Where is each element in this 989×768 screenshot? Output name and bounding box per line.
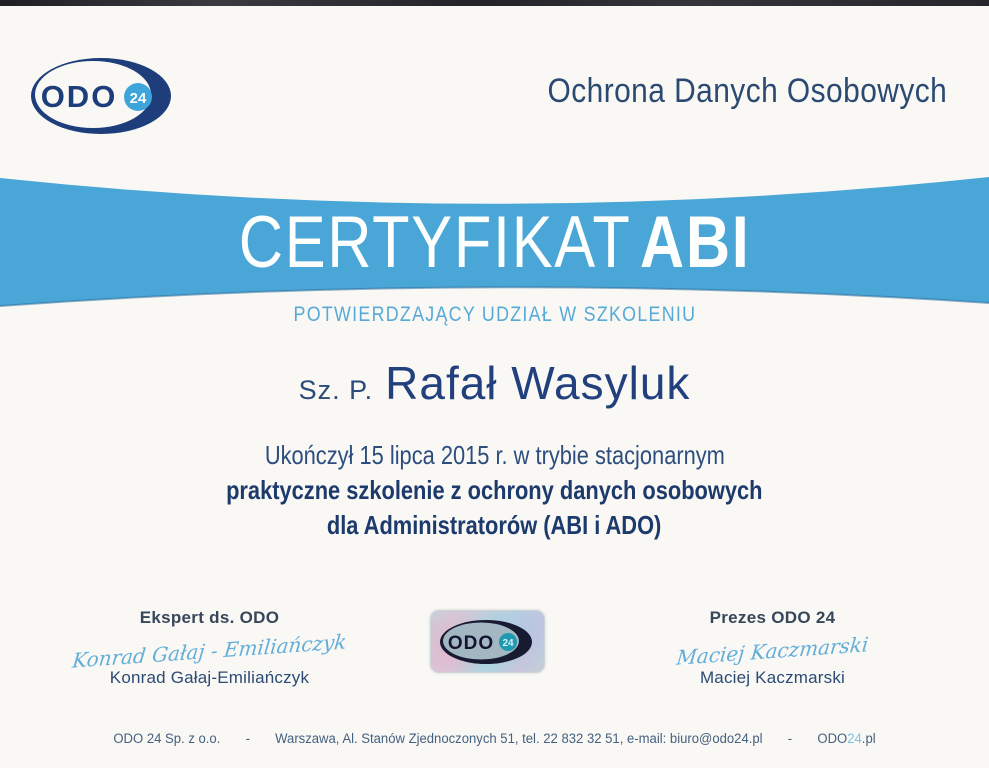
header-tagline: Ochrona Danych Osobowych (547, 72, 947, 110)
signature-handwriting-expert: Konrad Gałaj - Emiliańczyk (71, 629, 348, 673)
signature-role-expert: Ekspert ds. ODO (139, 608, 280, 627)
footer-address: Warszawa, Al. Stanów Zjednoczonych 51, tel. 22 832 32 51, e-mail: biuro@odo24.pl (275, 731, 763, 746)
hologram-logo-text: ODO (447, 632, 495, 654)
odo24-logo-icon (30, 56, 175, 138)
logo-badge: 24 (129, 90, 147, 107)
hologram-sticker (430, 610, 545, 673)
certificate-title (0, 202, 989, 283)
footer (15, 731, 974, 746)
footer-separator-2: - (787, 731, 793, 746)
hologram-logo-icon (439, 619, 536, 665)
hologram-badge: 24 (502, 637, 514, 649)
signature-name-president: Maciej Kaczmarski (699, 668, 846, 687)
certificate-title-suffix: ABI (639, 202, 751, 283)
logo-text: ODO (40, 79, 118, 114)
recipient-salutation: Sz. P. (298, 375, 374, 405)
body-line-completion: Ukończył 15 lipca 2015 r. w trybie stacjonarnym (264, 440, 725, 470)
body-line-audience: dla Administratorów (ABI i ADO) (327, 510, 662, 540)
recipient-line (0, 356, 989, 410)
footer-website: ODO24.pl (817, 731, 876, 746)
odo24-logo (30, 56, 175, 143)
footer-company: ODO 24 Sp. z o.o. (113, 731, 221, 746)
scan-edge-strip (0, 0, 989, 6)
signature-role-president: Prezes ODO 24 (709, 608, 836, 627)
signature-handwriting-president: Maciej Kaczmarski (675, 632, 870, 670)
certificate-title-main: CERTYFIKAT (238, 202, 632, 283)
signature-name-expert: Konrad Gałaj-Emiliańczyk (109, 668, 310, 687)
signature-block-president (645, 608, 900, 688)
signature-block-expert (62, 608, 357, 688)
body-line-course: praktyczne szkolenie z ochrony danych osobowych (226, 475, 763, 505)
recipient-name: Rafał Wasyluk (385, 357, 691, 409)
footer-separator-1: - (245, 731, 250, 746)
certificate-body (0, 438, 989, 543)
certificate-subtitle: POTWIERDZAJĄCY UDZIAŁ W SZKOLENIU (293, 303, 696, 326)
